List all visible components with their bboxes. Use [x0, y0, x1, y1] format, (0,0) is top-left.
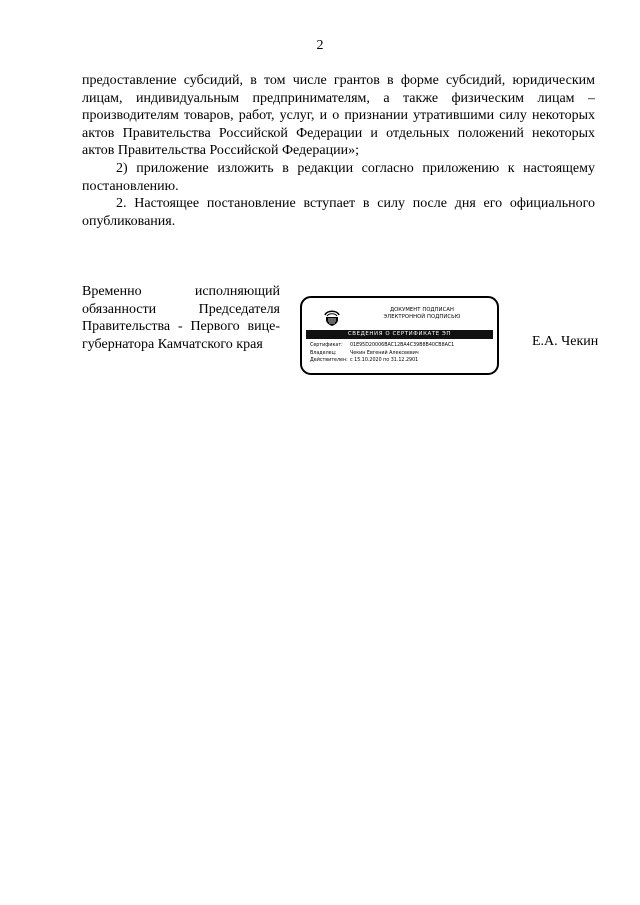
paragraph-item-2: 2) приложение изложить в редакции согласно приложению к настоящему постановлению. [82, 160, 595, 194]
signer-title-line: обязанности Председателя [82, 301, 280, 317]
paragraph-continuation: предоставление субсидий, в том числе грантов в форме субсидий, юридическим лицам, индивидуальным предпринимателям, а также физическим лицам – производителям товаров, работ, услуг, и о признании утратившими силу некоторых актов Правительства Российской Федерации и отдельных положений некоторых актов Правительства Российской Федерации»; [82, 73, 595, 159]
stamp-row-value: 01E95D20006BAC12BA4C39B8B40CB8AC1 [350, 343, 455, 348]
stamp-row-validity [310, 357, 495, 365]
stamp-row-value: с 15.10.2020 по 31.12.2901 [350, 358, 419, 364]
stamp-row-label: Сертификат: [310, 343, 343, 348]
stamp-row-owner [310, 350, 495, 358]
coat-of-arms-icon [322, 307, 342, 327]
signer-title [82, 283, 280, 353]
body-text [82, 72, 595, 230]
stamp-header [352, 307, 492, 320]
signer-title-line: Правительства - Первого вице- [82, 319, 280, 335]
stamp-header-line: ДОКУМЕНТ ПОДПИСАН [389, 307, 455, 313]
stamp-details [310, 342, 495, 365]
signer-name: Е.А. Чекин [532, 334, 599, 349]
stamp-certificate-bar: СВЕДЕНИЯ О СЕРТИФИКАТЕ ЭП [306, 330, 493, 339]
stamp-row-label: Действителен: [310, 358, 348, 364]
stamp-row-value: Чекин Евгений Алексеевич [350, 350, 419, 356]
electronic-signature-stamp [300, 296, 499, 375]
stamp-row-certificate [310, 342, 495, 350]
stamp-row-label: Владелец: [310, 350, 337, 356]
stamp-header-line: ЭЛЕКТРОННОЙ ПОДПИСЬЮ [383, 313, 461, 320]
page-number: 2 [316, 38, 324, 53]
signer-title-line: губернатора Камчатского края [82, 336, 263, 352]
paragraph-effective-date: 2. Настоящее постановление вступает в силу после дня его официального опубликования. [82, 196, 595, 229]
signer-title-line: Временно исполняющий [82, 284, 280, 299]
